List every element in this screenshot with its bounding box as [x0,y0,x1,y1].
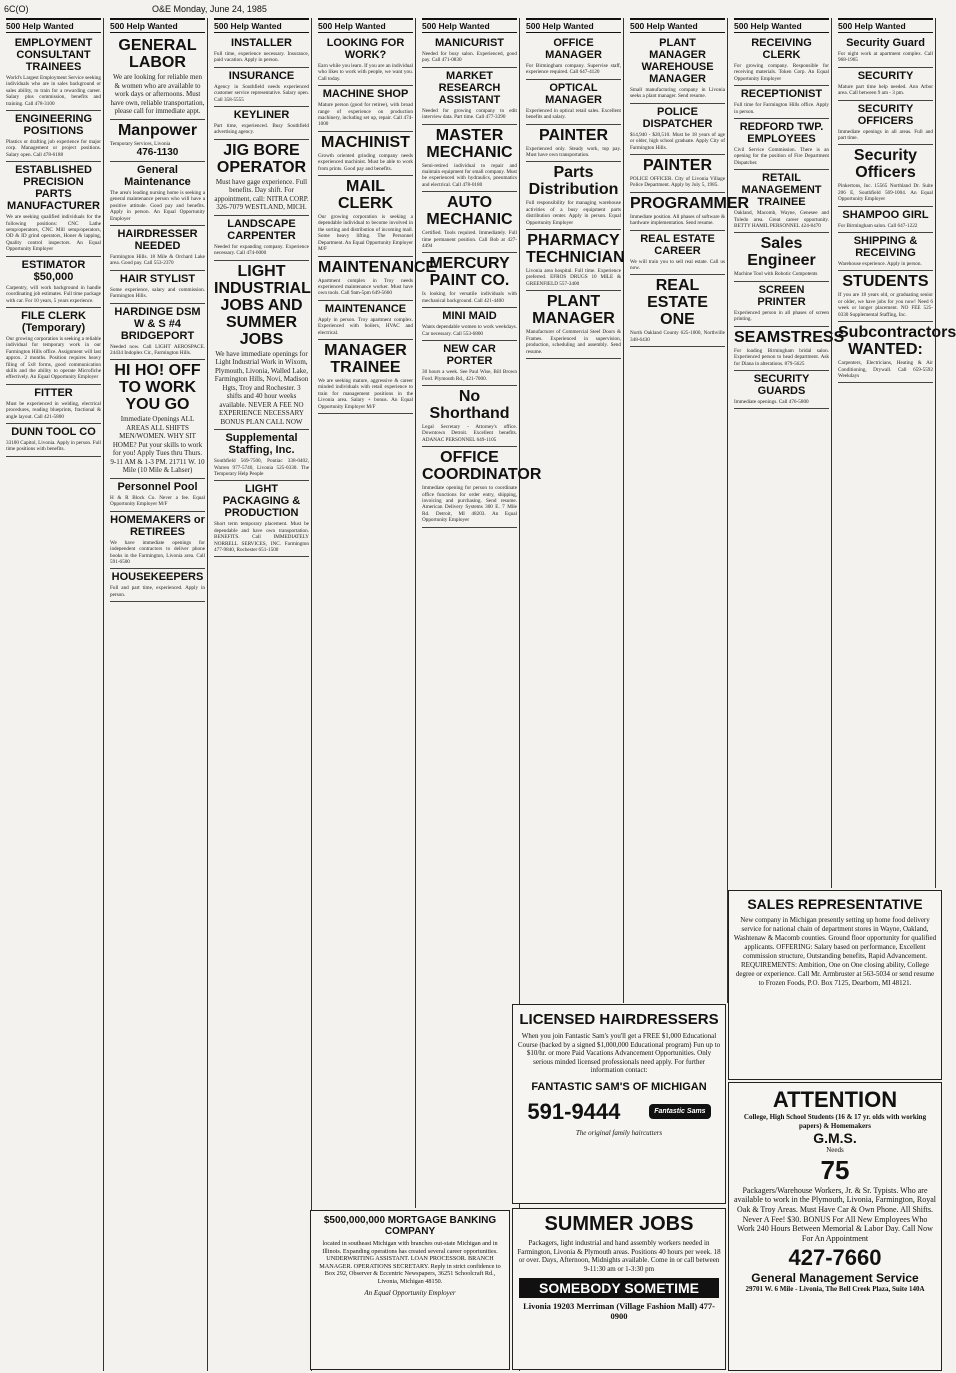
ad-title: RECEPTIONIST [740,88,823,101]
column-5 [420,18,542,1371]
ad-title: NEW CAR PORTER [443,343,496,368]
classified-ad [214,430,309,481]
ad-body: POLICE OFFICER. City of Livonia Village Police Department. Apply by July 5, 1985. [630,176,725,189]
ad-title: SEAMSTRESS [734,328,845,346]
ad-body: Mature person (good for retiree), with broad range of experience on production machinery, including set up, repair. Call 474-1000 [318,102,413,128]
ad-body: Civil Service Commission. There is an opening for the position of Fire Department Dispatcher. [734,147,829,166]
classified-ad [318,35,413,86]
classified-ad [838,322,956,383]
sales-rep-ad [728,890,942,1080]
ad-company: SOMEBODY SOMETIME [519,1278,719,1298]
ad-body: We are looking for reliable men & women who are available to work days or afternoons. Must have own, reliable transportation, please call for immediate appt. [110,73,205,115]
ad-body: Machine Tool with Robotic Compotents [734,271,818,278]
classified-ad [526,230,625,291]
ad-title: Subcontractors WANTED: [838,324,956,359]
ad-body: New company in Michigan presently setting up home food delivery service for national chain of department stores in Wayne, Oakland, Washtenaw & Macomb counties. Ground floor opportunity for qualified applicants. OFFERING: Salary based on performance, Excellent commission structure, Outstanding benefits, Rapid Advancement. REQUIREMENTS: Ambition, One on One closing ability, College degree or experience. Call Mr. Armbruster at 563-5034 or send resume to Frozen Foods, P.O. Box 7125, Dearborn, MI 48121. [733,916,937,987]
ad-title: DUNN TOOL CO [11,425,96,438]
classified-ad [214,216,309,261]
ad-body: Immediate openings in all areas. Full and part time. [838,128,933,142]
classified-ad [318,132,413,176]
classified-ad [734,86,829,119]
ad-phone: 427-7660 [788,1245,882,1271]
classified-ad [630,155,725,193]
classified-ad [6,385,101,424]
ad-body: Needed for busy salon. Experienced, good pay. Call 471-0830 [422,51,517,64]
ad-title: HOMEMAKERS or RETIREES [110,513,205,538]
classified-ad [838,101,933,146]
ad-title: MANAGER TRAINEE [324,341,407,376]
ad-body: Experienced in optical retail sales. Excellent benefits and salary. [526,107,621,121]
ad-body: Needed now. Call LIGHT AEROSPACE. 24434 Indoplex Cir., Farmington Hills. [110,343,205,356]
classified-ad [422,386,517,447]
classified-ad [6,35,101,111]
classified-ad [734,327,845,371]
ad-address: Livonia 19203 Merriman (Village Fashion Mall) 477-0900 [523,1301,715,1322]
ad-title: ESTABLISHED PRECISION PARTS MANUFACTURER [7,164,100,213]
ad-address: 29701 W. 6 Mile - Livonia, The Bell Creek Plaza, Suite 140A [745,1285,925,1294]
ad-title: EMPLOYMENT CONSULTANT TRAINEES [14,37,93,73]
ad-body: For Birmingham company. Supervise staff, experience required. Call 647-4120 [526,63,621,76]
section-header: 500 Help Wanted [422,18,517,33]
ad-body: World's Largest Employment Service seeking individuals who are in sales background or sales ability, to train for a rewarding career. Salary plus commission, benefits and training. Call 478-3100 [6,75,101,107]
classified-ad [6,162,101,256]
ad-title: MERCURY PAINT CO. [429,255,510,290]
ad-title: HI HO! OFF TO WORK YOU GO [114,362,201,414]
ad-title: STUDENTS [842,273,929,291]
classified-ad [214,481,309,557]
classified-ad [422,341,517,386]
ad-body: The area's leading nursing home is seeking a general maintenance person who will have a positive attitude. Good pay and benefits. Apply in person. An Equal Opportunity Employer [110,189,205,222]
ad-title: HAIR STYLIST [119,272,196,285]
fantastic-sams-ad [512,1004,726,1204]
section-header: 500 Help Wanted [110,18,205,33]
ad-title: Security Officers [853,147,918,182]
classified-ad [110,569,205,602]
ad-body: Livonia area hospital. Full time. Experience preferred. EFROS DRUGS 10 MILE & GREENFIELD 557-3400 [526,268,621,287]
ad-title: ENGINEERING POSITIONS [14,113,92,138]
classified-ad [318,86,413,132]
ad-title: SECURITY OFFICERS [857,102,914,127]
classified-ad [422,308,517,341]
classified-ad [110,162,205,226]
ad-title: MAINTENANCE [324,302,407,315]
ad-body: Experienced only. Steady work, top pay. Must have own transportation. [526,145,621,159]
classified-ad [318,340,413,414]
ad-body: Oakland, Macomb, Wayne, Genesee and Toledo area. Great career opportunity. BETTY HAMIL PERSONNEL 424-8470 [734,210,829,230]
column-1 [4,18,104,1371]
ad-body: Some experience, salary and commission. Farmington Hills. [110,286,205,300]
ad-footer: An Equal Opportunity Employer [364,1288,456,1297]
ad-title: FITTER [34,386,73,399]
classified-ad [6,111,101,162]
ad-body: Southfield 569-7500, Pontiac 338-0402, Warren 977-5740, Livonia 525-0330. The Temporary Help People [214,458,309,477]
classified-ad [214,261,309,431]
ad-body: Manufacturer of Commercial Steel Doors & Frames. Experienced in supervision, production, scheduling and assembly. Send resume. [526,329,621,355]
ad-phone: 591-9444 [527,1098,621,1124]
section-header: 500 Help Wanted [214,18,309,33]
ad-title: SHIPPING & RECEIVING [853,235,918,260]
ad-body: Warehouse experience. Apply in person. [838,261,922,268]
ad-body: Earn while you learn. If you are an individual who likes to work with people, we want you. Call today. [318,63,413,82]
classified-ad [422,192,517,253]
classified-ad [838,233,933,271]
ad-title: MINI MAID [442,310,497,323]
ad-title: General Maintenance [124,163,191,188]
column-6 [524,18,624,1003]
classified-ad [214,107,309,140]
classified-ad [838,207,933,233]
masthead [4,2,940,16]
ad-title: Personnel Pool [117,480,198,493]
ad-title: ESTIMATOR $50,000 [21,258,86,283]
ad-title: ATTENTION [772,1087,898,1112]
ad-title: PAINTER [642,157,713,175]
ad-body: Needed for expanding company. Experience necessary. Call 474-6000 [214,243,309,257]
classified-ad [214,68,309,107]
ad-body: Full time for Farmington Hills office. Apply in person. [734,102,829,115]
classified-ad [6,308,101,385]
column-8 [732,18,845,888]
ad-body: If you are 18 years old, or graduating senior or older, we have jobs for you now! Need 6 week or longer placement. NO FEE 525-0330 Supplemental Staffing, Inc. [838,292,933,318]
ad-title: PAINTER [538,126,609,144]
ad-title: AUTO MECHANIC [426,194,513,229]
ad-body: Mature part time help needed. Ann Arbor area. Call between 9 am - 3 pm. [838,83,933,97]
classified-ad [6,257,101,308]
ad-body: We have immediate openings for Light Industrial Work in Wixom, Plymouth, Livonia, Walled Lake, Farmington Hills, Novi, Madison Hgts, Troy and Rochester. 3 shifts and 40 hour weeks available. NEVER A FEE NO EXPERIENCE NECESSARY BONUS PLAN CALL NOW [214,349,309,426]
ad-title: OFFICE COORDINATOR [422,449,542,484]
classified-ad [838,271,933,322]
ad-body: Our growing corporation is seeking a dependable individual to become involved in the sorting and distribution of incoming mail. Some heavy lifting. The Personnel Department. An Equal Opportunity Employer M/F [318,214,413,253]
section-header: 500 Help Wanted [6,18,101,33]
ad-title: Security Guard [846,37,925,49]
ad-title: LOOKING FOR WORK? [326,37,405,61]
ad-title: SECURITY GUARDS [753,372,810,397]
ad-title: Supplemental Staffing, Inc. [225,432,298,457]
ad-body: Full responsibility for managing warehouse activities of a busy equipment parts distribution center. Apply in person. Equal Opportunity Employer [526,200,621,226]
ad-body: Temporary Services, Livonia [110,140,171,147]
ad-body: Semi-retired individual to repair and maintain equipment for small company. Must be experienced with hydraulics, pneumatics and electrical. Call 478-0180 [422,162,517,188]
ad-title: MAIL CLERK [337,178,394,213]
ad-title: HOUSEKEEPERS [111,571,204,584]
classified-ad [110,120,205,162]
ad-body: Packagers, light industrial and hand assembly workers needed in Farmington, Livonia & Plymouth areas. Positions 40 hours per week. 18 or over. Days, Afternoon, Midnights available. Come in or call between 9-11:30 am or 1-3:30 pm [517,1239,721,1273]
classified-ad [630,193,750,231]
ad-body: Plastics or drafting job experience for major corp. Management or project positions. Salary open. Call 478-6188 [6,139,101,158]
ad-title: SHAMPOO GIRL [842,208,929,221]
ad-title: PHARMACY TECHNICIAN [526,232,625,267]
ad-body: Needed for growing company to edit interview data. Part time. Call 477-3390 [422,107,517,121]
classified-ad [214,140,309,216]
ad-body: For growing company. Responsible for receiving materials. Token Corp. An Equal Opportunity Employer [734,63,829,82]
classified-ad [838,145,933,206]
ad-title: MACHINIST [321,133,410,151]
classified-ad [630,104,725,155]
ad-title: KEYLINER [233,109,290,122]
ad-body: Full time, experience necessary. Insurance, paid vacation. Apply in person. [214,51,309,64]
classified-ad [838,68,933,101]
ad-title: MANICURIST [434,37,505,49]
ad-title: RECEIVING CLERK [751,37,812,61]
ad-title: LANDSCAPE CARPENTER [227,217,296,242]
ad-company: G.M.S. [813,1130,857,1147]
classified-ad [526,80,621,125]
ad-title: SALES REPRESENTATIVE [747,896,923,912]
ad-body: Full and part time, experienced. Apply in person. [110,585,205,598]
ad-body: For loading Birmingham bridal salon. Experienced person to head department. Ask for Diana in alterations. 879-5625 [734,347,829,367]
ad-title: Parts Distribution [528,164,619,199]
classified-ad [422,35,517,68]
classified-ad [734,119,829,170]
section-header: 500 Help Wanted [734,18,829,33]
ad-body: For night work at apartment complex. Call 968-1965 [838,51,933,64]
classified-ad [526,125,621,163]
classified-ad [110,479,205,512]
classified-ad [422,447,542,527]
ad-body: Immediate opening for person to coordinate office functions for order entry, shipping, invoicing and purchasing. Send resume. American Delivery Systems 300 E. 7 Mile Rd. Detroit, MI 48203. An Equal Opportunity Employer [422,485,517,524]
classified-ad [110,360,205,479]
ad-body: 33100 Capitol, Livonia. Apply in person. Full time positions with benefits. [6,439,101,453]
ad-body: Growth oriented grinding company needs experienced machinist. Must be able to work from prints. Good pay and benefits. [318,152,413,172]
ad-body: Carpenters, Electricians, Heating & Air Conditioning, Drywall. Call 659-5592 Weekdays [838,360,933,379]
ad-body: For Birmingham salon. Call 647-1222 [838,222,918,229]
ad-phone: 476-1130 [136,146,179,158]
ad-title: REAL ESTATE CAREER [640,232,715,257]
ad-body: Must have gage experience. Full benefits. Day shift. For appointment, call: NITRA CORP. 326-7079 WESTLAND, MICH. [214,177,309,212]
ad-title: PLANT MANAGER WAREHOUSE MANAGER [641,37,714,85]
ad-body: Packagers/Warehouse Workers, Jr. & Sr. Typists. Who are available to work in the Plymouth, Livonia, Farmington, Royal Oak & Troy Areas. Must Have Car & Own Phone. All Shifts. Never A Fee! $30. BONUS For All New Employees Who Work 240 Hours Between Memorial & Labor Day. Call Now For An Appointment [734,1185,936,1243]
ad-title: MAINTENANCE [318,258,437,276]
classified-ad [630,231,725,276]
ad-body: Immediate Openings ALL AREAS ALL SHIFTS MEN/WOMEN. WHY SIT HOME? Put your skills to work for you! Apply Tues thru Thurs. 9-11 AM & 1-3 PM. 21711 W. 10 Mile (10 Mile & Lahser) [110,415,205,475]
paper-dateline: O&E Monday, June 24, 1985 [152,4,267,14]
classified-ad [110,35,205,120]
ad-body: Wants dependable women to work weekdays. Car necessary. Call 553-6800 [422,324,517,337]
ad-title: JIG BORE OPERATOR [216,141,307,176]
classified-ad [422,253,517,308]
page-folio: 6C(O) [4,4,29,14]
classified-ad [110,226,205,271]
ad-body: Our growing corporation is seeking a reliable individual for temporary work in our Farmington Hills office. Assignment will last approx. 2 months. Position requires heavy filing of 5x8 forms, good communication skills and the ability to operate Microfiche effectively. An Equal Opportunity Employer [6,335,101,381]
ad-body: Immediate position. All phases of software & hardware implementation. Send resume. [630,213,725,227]
ad-title: Sales Engineer [747,235,816,270]
classified-ad [110,304,205,361]
ad-title: PROGRAMMER [630,194,750,212]
ad-body: Certified. Tools required. Immediately. Full time permanent position. Call Bob at 427-4494 [422,230,517,250]
ad-title: MARKET RESEARCH ASSISTANT [438,69,501,106]
ad-subtitle: College, High School Students (16 & 17 yr. olds with working papers) & Homemakers [743,1113,927,1130]
ad-name: General Management Service [751,1271,919,1286]
ad-title: No Shorthand [429,387,510,422]
section-header: 500 Help Wanted [630,18,725,33]
classified-ad [630,35,725,104]
ad-title: Manpower [117,121,198,139]
ad-body: Immediate openings. Call 476-5800 [734,398,809,405]
classified-ad [838,35,933,68]
classified-ad [422,125,517,193]
classified-ad [110,271,205,304]
ad-body: Apartment complex in Troy needs experienced maintenance worker. Must have own tools. Call 9am-5pm 649-5660 [318,277,413,297]
ad-title: REAL ESTATE ONE [647,277,708,329]
classified-ad [734,282,829,327]
classified-ad [630,275,725,347]
ad-body: Farmington Hills. 18 Mile & Orchard Lake area. Good pay. Call 553-2370 [110,253,205,267]
ad-title: OFFICE MANAGER [545,37,602,61]
ad-body: North Oakland County 625-1000, Northville 348-6430 [630,330,725,343]
ad-title: INSTALLER [231,37,292,49]
ad-body: Apply in person. Troy apartment complex. Experienced with boilers, HVAC and electrical. [318,316,413,336]
ad-title: HARDINGE DSM W & S #4 BRIDGEPORT [114,305,201,342]
ad-title: HAIRDRESSER NEEDED [117,227,198,252]
ad-title: MACHINE SHOP [322,88,409,101]
ad-body: Part time, experienced. Busy Southfield advertising agency. [214,123,309,136]
classified-ad [734,233,829,281]
ad-title: REDFORD TWP. EMPLOYEES [739,121,824,146]
ad-title: POLICE DISPATCHER [642,105,713,130]
ad-title: SECURITY [857,69,914,82]
ad-title: MASTER MECHANIC [426,126,513,161]
classified-ad [422,68,517,125]
ad-title: LICENSED HAIRDRESSERS [519,1011,719,1028]
ad-tagline: The original family haircutters [575,1128,663,1137]
ad-body: When you join Fantastic Sam's you'll get a FREE $1,000 Educational Course (backed by a signed $1,000,000 Educational program) Fun up to $10/hr. or more Paid Vacations Advancement Opportunities. Only serious minded licensed professionals need apply. For further information contact: [517,1032,721,1075]
classified-ad [526,162,621,230]
summer-jobs-ad [512,1208,726,1370]
ad-body: We have immediate openings for independent contractors to deliver phone books in the Farmington, Livonia area. Call 591-6500 [110,539,205,565]
ad-title: PLANT MANAGER [532,293,615,328]
gms-attention-ad [728,1082,942,1371]
classified-ad [526,291,621,359]
classified-ad [6,424,101,457]
ad-title: FILE CLERK (Temporary) [21,309,86,334]
ad-needs: Needs [826,1146,844,1155]
ad-body: We will train you to sell real estate. Call us now. [630,258,725,272]
column-9 [836,18,956,888]
ad-body: H & R Block Co. Never a fee. Equal Opportunity Employer M/F [110,494,205,508]
column-4 [316,18,437,1208]
ad-title: RETAIL MANAGEMENT TRAINEE [741,172,822,209]
ad-body: We are seeking mature, aggressive & career minded individuals with retail experience to train for management positions in the Livonia area. Salary + bonus. An Equal Opportunity Employer M/F [318,377,413,410]
ad-body: We are seeking qualified individuals for the following positions: CNC Lathe setup/operators, CNC Mill setup/operators, OD & ID grind operators, Honer & lapping, Quality control inspectors. An Equal Opportunity Employer [6,214,101,253]
ad-body: $14,940 - $20,510. Must be 18 years of age or older, high school graduate. Apply City of Farmington Hills. [630,131,725,151]
classified-ad [318,176,413,256]
fantastic-sams-logo: Fantastic Sams [649,1104,710,1119]
classified-ad [734,170,829,233]
classified-ad [734,371,829,409]
mortgage-ad [310,1210,510,1370]
ad-body: Is looking for versatile individuals with mechanical background. Call 421-4400 [422,291,517,304]
ad-title: SUMMER JOBS [544,1213,694,1235]
ad-body: Legal Secretary - Attorney's office. Downtown Detroit. Excellent benefits. ADANAC PERSONNEL 649-1105 [422,423,517,443]
ad-body: Must be experienced in welding, electrical procedures, reading blueprints, fractional & angle layout. Call 421-5800 [6,400,101,420]
ad-body: Experienced person in all phases of screen printing. [734,309,829,323]
ad-body: 30 hours a week. See Paul Wise, Bill Brown Ford. Plymouth Rd., 421-7000. [422,369,517,382]
ad-body: Pinkertons, Inc. 15565 Northland Dr. Suite 206 E, Southfield 569-1004. An Equal Opportunity Employer [838,183,933,203]
classified-ad [526,35,621,80]
section-header: 500 Help Wanted [318,18,413,33]
ad-count: 75 [820,1154,850,1185]
classified-ad [318,257,437,301]
ad-body: Carpentry, will work background in handle coordinating job estimates. Full time package with car. For 10 years, 5 years experience. [6,284,101,304]
ad-title: $500,000,000 MORTGAGE BANKING COMPANY [323,1215,497,1237]
ad-title: SCREEN PRINTER [757,283,806,308]
ad-body: Short term temporary placement. Must be dependable and have own transportation. BENEFITS. Call IMMEDIATELY NORRELL SERVICES, INC. Farmington 477-9840, Rochester 651-1500 [214,521,309,553]
ad-body: Small manufacturing company in Livonia seeks a plant manager. Send resume. [630,87,725,100]
ad-body: located in southeast Michigan with branches out-state Michigan and in Illinois. Expanding operations has created several career opportunities. UNDERWRITING ASSISTANT. LOAN PROCESSOR. BRANCH MANAGER. OPERATIONS SECRETARY. Reply in strict confidence to Box 292, Observer & Eccentric Newspapers, 36251 Schoolcraft Rd., Livonia, Michigan 48150. [319,1240,501,1285]
ad-title: INSURANCE [228,69,295,82]
classified-ad [110,512,205,570]
ad-title: GENERAL LABOR [118,37,197,71]
classified-ad [318,301,413,340]
ad-company: FANTASTIC SAM'S OF MICHIGAN [531,1080,707,1093]
column-7 [628,18,750,1003]
column-3 [212,18,312,1371]
ad-title: LIGHT PACKAGING & PRODUCTION [222,483,301,520]
section-header: 500 Help Wanted [838,18,933,33]
column-2 [108,18,208,1371]
classified-ad [734,35,829,86]
ad-title: LIGHT INDUSTRIAL JOBS AND SUMMER JOBS [214,262,311,348]
ad-title: OPTICAL MANAGER [545,81,602,106]
ad-body: Agency in Southfield needs experienced customer service representative. Salary open. Call 358-5555 [214,83,309,103]
section-header: 500 Help Wanted [526,18,621,33]
classified-ad [214,35,309,68]
